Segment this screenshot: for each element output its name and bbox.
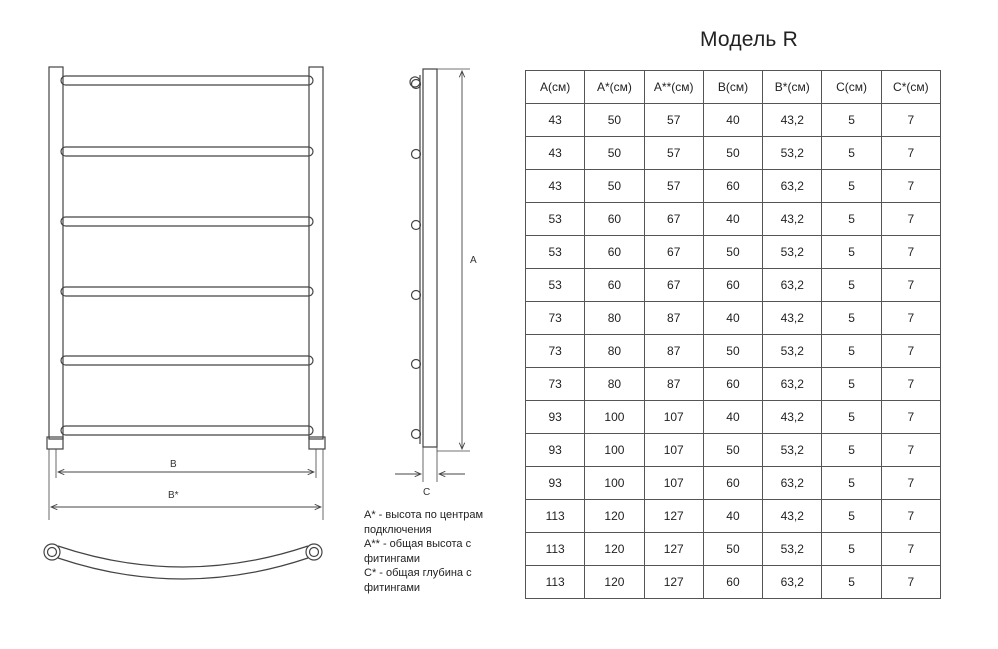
table-cell: 57 [644, 104, 703, 137]
table-cell: 60 [703, 368, 762, 401]
table-cell: 93 [526, 401, 585, 434]
table-cell: 53 [526, 269, 585, 302]
col-header: A*(см) [585, 71, 644, 104]
table-row [526, 137, 941, 170]
table-row [526, 434, 941, 467]
label-a: A [470, 255, 477, 266]
table-cell: 5 [822, 104, 881, 137]
spec-table [525, 70, 941, 599]
table-cell: 7 [881, 335, 940, 368]
table-cell: 50 [703, 434, 762, 467]
table-cell: 43,2 [763, 500, 822, 533]
table-row [526, 368, 941, 401]
table-row [526, 335, 941, 368]
note-line: A* - высота по центрам [364, 509, 484, 521]
table-row [526, 467, 941, 500]
col-header: A**(см) [644, 71, 703, 104]
table-cell: 7 [881, 533, 940, 566]
top-view [44, 544, 322, 579]
table-cell: 60 [585, 236, 644, 269]
table-row [526, 401, 941, 434]
table-cell: 5 [822, 368, 881, 401]
table-cell: 7 [881, 302, 940, 335]
rung [61, 356, 313, 365]
table-header-row [526, 71, 941, 104]
table-cell: 100 [585, 401, 644, 434]
table-cell: 60 [585, 269, 644, 302]
table-cell: 40 [703, 104, 762, 137]
table-cell: 7 [881, 269, 940, 302]
table-cell: 5 [822, 203, 881, 236]
table-cell: 43,2 [763, 203, 822, 236]
table-cell: 43,2 [763, 401, 822, 434]
table-cell: 50 [585, 170, 644, 203]
table-cell: 7 [881, 236, 940, 269]
table-cell: 7 [881, 104, 940, 137]
table-cell: 63,2 [763, 566, 822, 599]
col-header: C(см) [822, 71, 881, 104]
right-post [309, 67, 323, 439]
table-cell: 43,2 [763, 104, 822, 137]
page-title: Модель R [700, 28, 798, 51]
table-cell: 127 [644, 500, 703, 533]
table-row [526, 500, 941, 533]
rung [61, 287, 313, 296]
table-cell: 80 [585, 335, 644, 368]
table-cell: 50 [703, 137, 762, 170]
label-b: B [170, 459, 177, 470]
table-cell: 5 [822, 500, 881, 533]
table-cell: 53,2 [763, 434, 822, 467]
table-cell: 5 [822, 236, 881, 269]
col-header: B*(см) [763, 71, 822, 104]
table-cell: 107 [644, 434, 703, 467]
table-cell: 7 [881, 368, 940, 401]
rung [61, 217, 313, 226]
table-cell: 127 [644, 533, 703, 566]
table-cell: 67 [644, 236, 703, 269]
rung [61, 147, 313, 156]
table-row [526, 104, 941, 137]
left-post [49, 67, 63, 439]
col-header: B(см) [703, 71, 762, 104]
table-cell: 5 [822, 467, 881, 500]
table-cell: 7 [881, 434, 940, 467]
table-cell: 43 [526, 170, 585, 203]
table-cell: 73 [526, 335, 585, 368]
table-cell: 50 [703, 335, 762, 368]
label-c: C [423, 487, 431, 498]
table-cell: 5 [822, 302, 881, 335]
table-cell: 50 [703, 533, 762, 566]
rung [61, 426, 313, 435]
table-body [526, 104, 941, 599]
table-cell: 67 [644, 203, 703, 236]
table-cell: 57 [644, 170, 703, 203]
table-row [526, 269, 941, 302]
table-cell: 5 [822, 170, 881, 203]
table-cell: 7 [881, 137, 940, 170]
table-cell: 93 [526, 434, 585, 467]
table-cell: 120 [585, 533, 644, 566]
table-cell: 43 [526, 104, 585, 137]
table-cell: 50 [585, 104, 644, 137]
table-cell: 107 [644, 467, 703, 500]
notes [364, 508, 483, 595]
table-cell: 107 [644, 401, 703, 434]
table-cell: 50 [703, 236, 762, 269]
note-line: C* - общая глубина с [364, 567, 472, 579]
note-line: фитингами [364, 581, 421, 594]
table-row [526, 302, 941, 335]
table-cell: 40 [703, 203, 762, 236]
table-cell: 7 [881, 401, 940, 434]
table-cell: 73 [526, 368, 585, 401]
col-header: C*(см) [881, 71, 940, 104]
table-cell: 53,2 [763, 335, 822, 368]
table-cell: 63,2 [763, 368, 822, 401]
table-cell: 100 [585, 434, 644, 467]
label-b-star: B* [168, 490, 179, 501]
table-cell: 40 [703, 401, 762, 434]
table-cell: 57 [644, 137, 703, 170]
table-cell: 40 [703, 500, 762, 533]
table-cell: 40 [703, 302, 762, 335]
table-cell: 87 [644, 335, 703, 368]
table-cell: 53 [526, 236, 585, 269]
table-cell: 50 [585, 137, 644, 170]
table-cell: 113 [526, 500, 585, 533]
table-cell: 63,2 [763, 467, 822, 500]
table-cell: 5 [822, 137, 881, 170]
table-cell: 60 [703, 467, 762, 500]
table-cell: 80 [585, 302, 644, 335]
rung [61, 76, 313, 85]
table-cell: 100 [585, 467, 644, 500]
table-cell: 120 [585, 500, 644, 533]
table-cell: 5 [822, 434, 881, 467]
side-view [395, 69, 470, 482]
table-row [526, 236, 941, 269]
table-cell: 67 [644, 269, 703, 302]
table-row [526, 170, 941, 203]
table-cell: 5 [822, 335, 881, 368]
table-cell: 53,2 [763, 137, 822, 170]
table-cell: 113 [526, 566, 585, 599]
table-cell: 5 [822, 269, 881, 302]
table-cell: 113 [526, 533, 585, 566]
table-cell: 7 [881, 500, 940, 533]
table-row [526, 203, 941, 236]
table-row [526, 533, 941, 566]
table-cell: 7 [881, 566, 940, 599]
table-cell: 87 [644, 302, 703, 335]
table-cell: 5 [822, 566, 881, 599]
table-cell: 60 [585, 203, 644, 236]
table-cell: 63,2 [763, 170, 822, 203]
table-cell: 60 [703, 269, 762, 302]
table-cell: 7 [881, 170, 940, 203]
table-cell: 73 [526, 302, 585, 335]
note-line: подключения [364, 523, 432, 536]
table-cell: 5 [822, 401, 881, 434]
table-cell: 120 [585, 566, 644, 599]
table-cell: 5 [822, 533, 881, 566]
table-cell: 87 [644, 368, 703, 401]
table-cell: 43 [526, 137, 585, 170]
table-cell: 7 [881, 467, 940, 500]
table-cell: 63,2 [763, 269, 822, 302]
table-cell: 93 [526, 467, 585, 500]
table-cell: 43,2 [763, 302, 822, 335]
col-header: A(см) [526, 71, 585, 104]
side-post [423, 69, 437, 447]
table-cell: 60 [703, 170, 762, 203]
note-line: фитингами [364, 552, 421, 565]
table-cell: 53,2 [763, 236, 822, 269]
table-cell: 53 [526, 203, 585, 236]
table-row [526, 566, 941, 599]
table-cell: 53,2 [763, 533, 822, 566]
front-view [47, 67, 325, 520]
table-cell: 80 [585, 368, 644, 401]
table-cell: 7 [881, 203, 940, 236]
table-cell: 127 [644, 566, 703, 599]
table-cell: 60 [703, 566, 762, 599]
note-line: A** - общая высота с [364, 538, 472, 550]
